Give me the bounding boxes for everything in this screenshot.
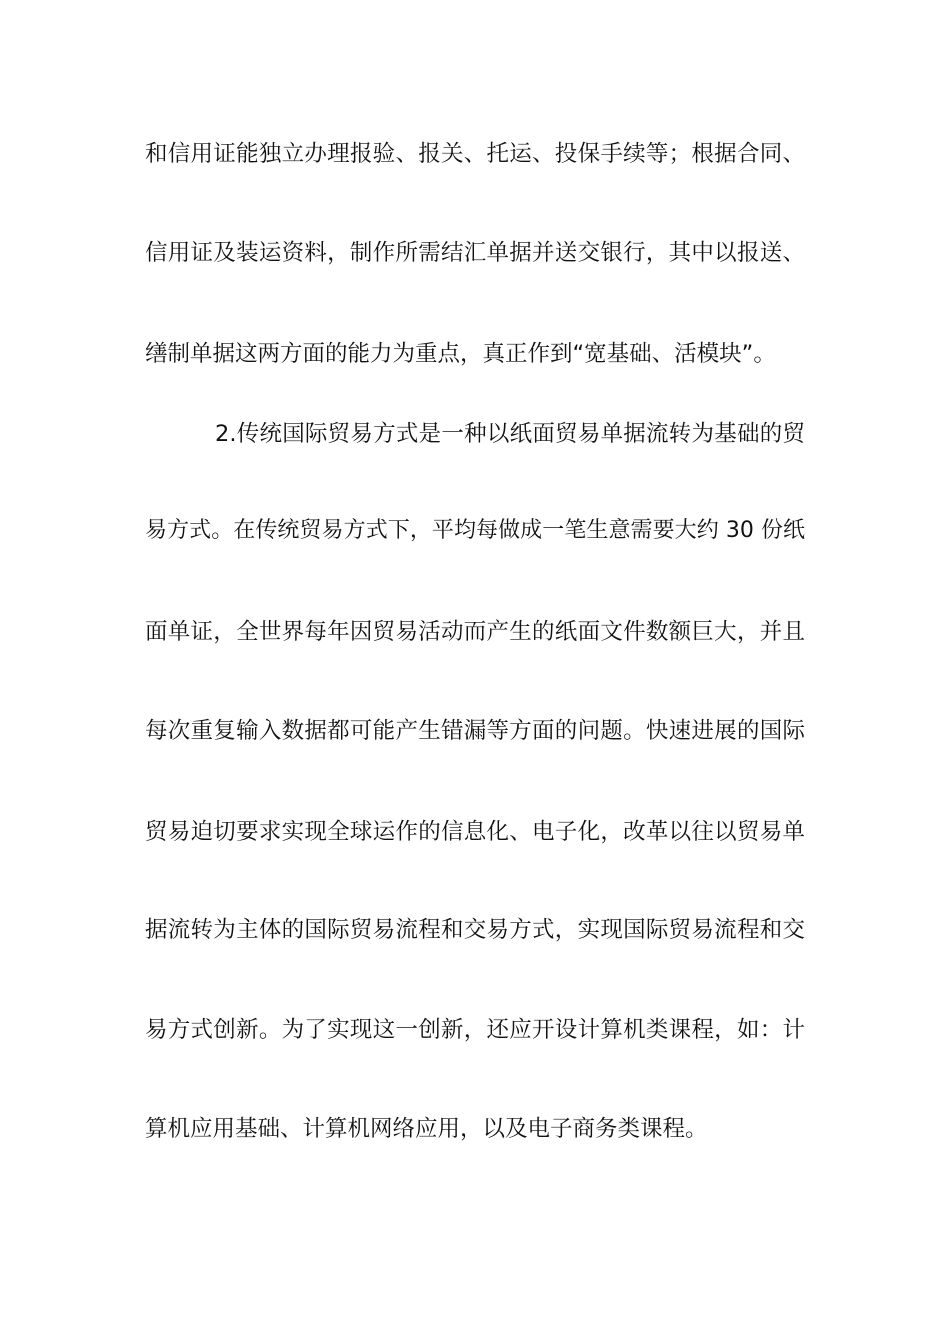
paragraph-line: 面单证，全世界每年因贸易活动而产生的纸面文件数额巨大，并且: [145, 619, 805, 645]
paragraph-line: 和信用证能独立办理报验、报关、托运、投保手续等；根据合同、: [145, 141, 805, 167]
paragraph-line: 信用证及装运资料，制作所需结汇单据并送交银行，其中以报送、: [145, 240, 805, 266]
paragraph-line: 缮制单据这两方面的能力为重点，真正作到“宽基础、活模块”。: [145, 341, 776, 367]
paragraph-line: 算机应用基础、计算机网络应用，以及电子商务类课程。: [145, 1116, 708, 1142]
paragraph-line: 易方式创新。为了实现这一创新，还应开设计算机类课程，如：计: [145, 1017, 805, 1043]
paragraph-line: 2.传统国际贸易方式是一种以纸面贸易单据流转为基础的贸: [215, 421, 805, 447]
paragraph-line: 据流转为主体的国际贸易流程和交易方式，实现国际贸易流程和交: [145, 917, 805, 943]
paragraph-line: 每次重复输入数据都可能产生错漏等方面的问题。快速进展的国际: [145, 718, 805, 744]
paragraph-line: 易方式。在传统贸易方式下，平均每做成一笔生意需要大约 30 份纸: [145, 518, 805, 543]
paragraph-line: 贸易迫切要求实现全球运作的信息化、电子化，改革以往以贸易单: [145, 819, 805, 845]
